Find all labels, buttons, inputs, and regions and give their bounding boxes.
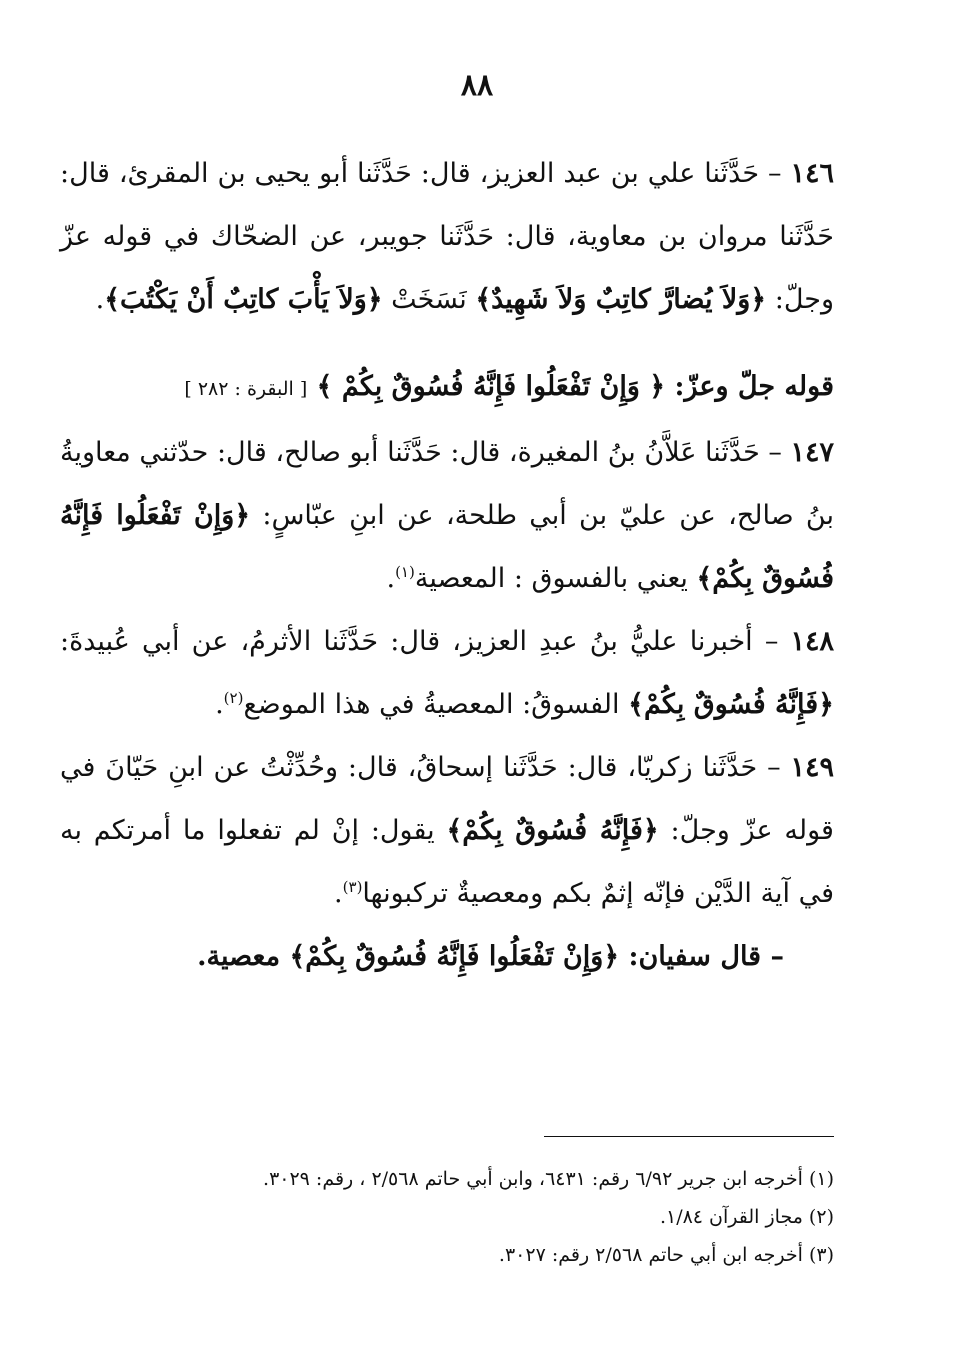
- hadith-text: – حَدَّثَنا زكريّا، قال: حَدَّثَنا إسحاقُ، قال: وحُدِّثْتُ عن ابنِ حَيّانَ في قوله عزّ وجلّ:: [60, 752, 834, 846]
- footnotes: [60, 1160, 834, 1274]
- hadith-147: ١٤٧ – حَدَّثَنا عَلاَّنُ بنُ المغيرة، قال: حَدَّثَنا أبو صالح، قال: حدّثني معاويةُ بنُ صالح، عن عليّ بن أبي طلحة، عن ابنِ عبّاسٍ: ﴿وَإِنْ تَفْعَلُوا فَإِنَّهُ فُسُوقٌ بِكُمْ﴾ يعني بالفسوق : المعصية$^{(١)}$.: [60, 437, 835, 594]
- hadith-text: نَسَخَتْ: [391, 284, 467, 315]
- note-text: معصية.: [197, 941, 281, 972]
- main-text: [60, 142, 834, 988]
- section-heading: [60, 355, 834, 421]
- verse-source: [ البقرة : ٢٨٢ ]: [184, 378, 308, 400]
- sufyan-note: [60, 925, 834, 988]
- footnote-2: (٢) مجاز القرآن ١/٨٤.: [659, 1206, 834, 1228]
- heading-label: قوله جلّ وعزّ:: [674, 371, 834, 402]
- hadith-text: – أخبرنا عليُّ بنُ عبدِ العزيز، قال: حَدَّثَنا الأثرمُ، عن أبي عُبيدةَ:: [60, 626, 779, 657]
- hadith-text: – حَدَّثَنا علي بن عبد العزيز، قال: حَدَّثَنا أبو يحيى بن المقرئ، قال: حَدَّثَنا مروان بن معاوية، قال: حَدَّثَنا جويبر، عن الضحّاك في قوله عزّ وجلّ:: [60, 158, 834, 315]
- footnote-1: (١) أخرجه ابن جرير ٦/٩٢ رقم: ٦٤٣١، وابن أبي حاتم ٢/٥٦٨ ، رقم: ٣٠٢٩.: [263, 1168, 834, 1190]
- hadith-number: ١٤٩: [790, 752, 834, 783]
- footnote-3: (٣) أخرجه ابن أبي حاتم ٢/٥٦٨ رقم: ٣٠٢٧.: [498, 1244, 834, 1266]
- quran-verse: ﴿وَلاَ يَأْبَ كاتِبٌ أَنْ يَكْتُبَ﴾: [104, 284, 383, 315]
- hadith-text: يقول: إنْ لم تفعلوا ما أمرتكم به في آية الدَّيْن فإنّه إثمٌ بكم ومعصيةٌ تركبونها: [60, 815, 834, 909]
- quran-verse: ﴿فَإِنَّهُ فُسُوقٌ بِكُمْ﴾: [446, 815, 659, 846]
- footnote-ref[interactable]: (٣): [342, 878, 363, 896]
- hadith-text: – حَدَّثَنا عَلاَّنُ بنُ المغيرة، قال: حَدَّثَنا أبو صالح، قال: حدّثني معاويةُ بنُ صالح، عن عليّ بن أبي طلحة، عن ابنِ عبّاسٍ:: [60, 437, 834, 531]
- hadith-number: ١٤٧: [790, 437, 835, 468]
- hadith-number: ١٤٦: [790, 158, 834, 189]
- hadith-number: ١٤٨: [790, 626, 834, 657]
- hadith-text: الفسوقُ: المعصيةُ في هذا الموضع: [243, 689, 620, 720]
- hadith-146: ١٤٦ – حَدَّثَنا علي بن عبد العزيز، قال: حَدَّثَنا أبو يحيى بن المقرئ، قال: حَدَّثَنا مروان بن معاوية، قال: حَدَّثَنا جويبر، عن الضحّاك في قوله عزّ وجلّ: ﴿وَلاَ يُضارَّ كاتِبٌ وَلاَ شَهِيدٌ﴾ نَسَخَتْ ﴿وَلاَ يَأْبَ كاتِبٌ أَنْ يَكْتُبَ﴾.: [60, 158, 834, 315]
- quran-verse: ﴿وَإِنْ تَفْعَلُوا فَإِنَّهُ فُسُوقٌ بِكُمْ﴾: [60, 500, 834, 594]
- note-text: – قال سفيان:: [628, 941, 784, 972]
- footnote-ref[interactable]: (٢): [223, 689, 244, 707]
- footnote-divider: [544, 1136, 834, 1137]
- hadith-149: ١٤٩ – حَدَّثَنا زكريّا، قال: حَدَّثَنا إسحاقُ، قال: وحُدِّثْتُ عن ابنِ حَيّانَ في قوله عزّ وجلّ: ﴿فَإِنَّهُ فُسُوقٌ بِكُمْ﴾ يقول: إنْ لم تفعلوا ما أمرتكم به في آية الدَّيْن فإنّه إثمٌ بكم ومعصيةٌ تركبونها$^{(٣)}$.: [60, 752, 834, 909]
- quran-verse: ﴿ وَإِنْ تَفْعَلُوا فَإِنَّهُ فُسُوقٌ بِكُمْ ﴾: [316, 371, 666, 402]
- hadith-148: ١٤٨ – أخبرنا عليُّ بنُ عبدِ العزيز، قال: حَدَّثَنا الأثرمُ، عن أبي عُبيدةَ: ﴿فَإِنَّهُ فُسُوقٌ بِكُمْ﴾ الفسوقُ: المعصيةُ في هذا الموضع$^{(٢)}$.: [60, 626, 834, 720]
- page-number: ٨٨: [460, 68, 494, 103]
- quran-verse: ﴿وَإِنْ تَفْعَلُوا فَإِنَّهُ فُسُوقٌ بِكُمْ﴾: [289, 941, 620, 972]
- quran-verse: ﴿فَإِنَّهُ فُسُوقٌ بِكُمْ﴾: [628, 689, 834, 720]
- hadith-text: يعني بالفسوق : المعصية: [414, 563, 688, 594]
- quran-verse: ﴿وَلاَ يُضارَّ كاتِبٌ وَلاَ شَهِيدٌ﴾: [475, 284, 767, 315]
- footnote-ref[interactable]: (١): [395, 563, 415, 581]
